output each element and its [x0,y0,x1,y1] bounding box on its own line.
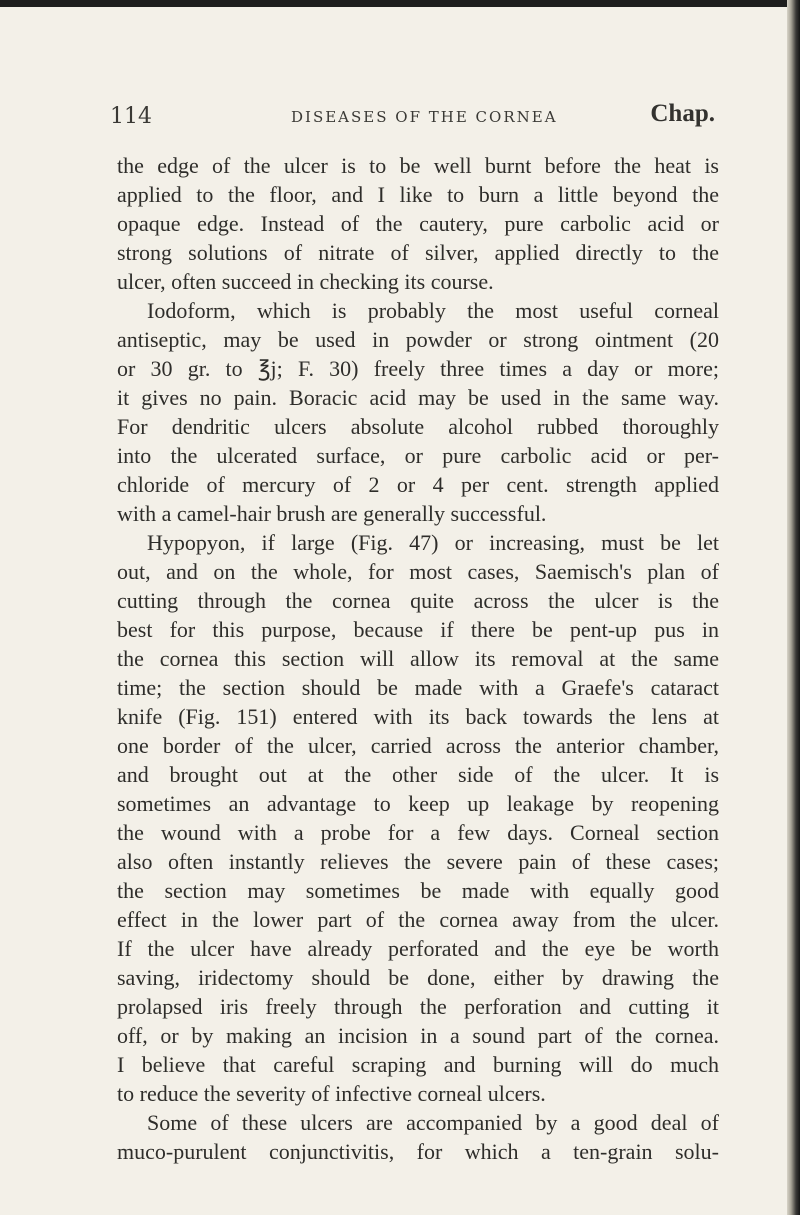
text-line: effect in the lower part of the cornea away from the ulcer. [117,907,719,932]
text-line: the edge of the ulcer is to be well burnt before the heat is [117,153,719,178]
page-header [110,100,715,134]
text-line: antiseptic, may be used in powder or strong ointment (20 [117,327,719,352]
text-line: or 30 gr. to ℥j; F. 30) freely three times a day or more; [117,356,719,381]
text-line: chloride of mercury of 2 or 4 per cent. strength applied [117,472,719,497]
body-text [117,151,719,1166]
text-line: into the ulcerated surface, or pure carbolic acid or per- [117,443,719,468]
text-line: prolapsed iris freely through the perforation and cutting it [117,994,719,1019]
text-line: best for this purpose, because if there be pent-up pus in [117,617,719,642]
text-line: to reduce the severity of infective corneal ulcers. [117,1081,546,1106]
text-line: knife (Fig. 151) entered with its back towards the lens at [117,704,719,729]
text-line: Some of these ulcers are accompanied by a good deal of [147,1110,719,1135]
text-line: For dendritic ulcers absolute alcohol rubbed thoroughly [117,414,719,439]
text-line: sometimes an advantage to keep up leakage by reopening [117,791,719,816]
text-line: it gives no pain. Boracic acid may be used in the same way. [117,385,719,410]
text-line: also often instantly relieves the severe pain of these cases; [117,849,719,874]
text-line: Hypopyon, if large (Fig. 47) or increasing, must be let [147,530,719,555]
text-line: opaque edge. Instead of the cautery, pure carbolic acid or [117,211,719,236]
text-line: time; the section should be made with a Graefe's cataract [117,675,719,700]
text-line: and brought out at the other side of the ulcer. It is [117,762,719,787]
text-line: cutting through the cornea quite across the ulcer is the [117,588,719,613]
text-line: muco-purulent conjunctivitis, for which a ten-grain solu- [117,1139,719,1164]
text-line: ulcer, often succeed in checking its course. [117,269,494,294]
text-line: applied to the floor, and I like to burn a little beyond the [117,182,719,207]
text-line: the cornea this section will allow its removal at the same [117,646,719,671]
page-right-edge [787,0,800,1215]
text-line: If the ulcer have already perforated and the eye be worth [117,936,719,961]
text-line: out, and on the whole, for most cases, Saemisch's plan of [117,559,719,584]
chapter-label: Chap. [650,100,715,127]
text-line: Iodoform, which is probably the most useful corneal [147,298,719,323]
text-line: the wound with a probe for a few days. Corneal section [117,820,719,845]
page-number: 114 [110,104,152,129]
text-line: I believe that careful scraping and burning will do much [117,1052,719,1077]
running-title: DISEASES OF THE CORNEA [291,108,558,126]
text-line: with a camel-hair brush are generally successful. [117,501,547,526]
text-line: saving, iridectomy should be done, either by drawing the [117,965,719,990]
page-top-edge [0,0,800,7]
text-line: off, or by making an incision in a sound part of the cornea. [117,1023,719,1048]
text-line: one border of the ulcer, carried across the anterior chamber, [117,733,719,758]
text-line: the section may sometimes be made with equally good [117,878,719,903]
text-line: strong solutions of nitrate of silver, applied directly to the [117,240,719,265]
